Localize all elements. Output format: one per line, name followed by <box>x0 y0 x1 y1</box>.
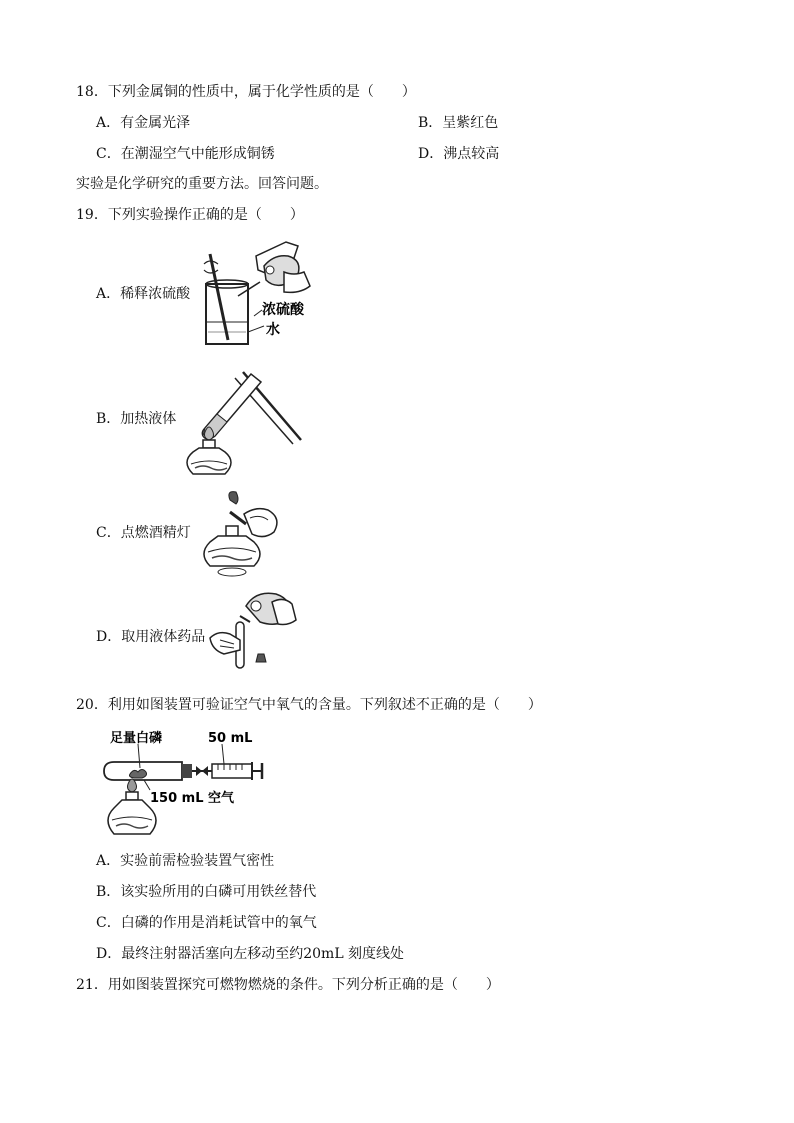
section-intro: 实验是化学研究的重要方法。回答问题。 <box>76 176 328 192</box>
q19-option-b: B．加热液体 <box>96 411 177 427</box>
q20-option-b: B．该实验所用的白磷可用铁丝替代 <box>96 884 317 900</box>
label-concentrated-acid: 浓硫酸 <box>262 302 304 318</box>
q18-option-b: B．呈紫红色 <box>418 115 499 131</box>
q18-option-a: A．有金属光泽 <box>96 115 191 131</box>
label-air-volume: 150 mL 空气 <box>150 791 235 806</box>
q20-option-c: C．白磷的作用是消耗试管中的氧气 <box>96 915 317 931</box>
q18-option-d: D．沸点较高 <box>418 146 500 162</box>
q21-stem: 21．用如图装置探究可燃物燃烧的条件。下列分析正确的是（ ） <box>76 977 500 993</box>
label-water: 水 <box>266 322 280 338</box>
take-liquid-figure <box>206 586 306 676</box>
q20-option-a: A．实验前需检验装置气密性 <box>96 853 275 869</box>
q19-option-a: A．稀释浓硫酸 <box>96 286 191 302</box>
dilute-acid-figure <box>198 236 328 348</box>
heat-liquid-figure <box>185 366 305 476</box>
q20-stem: 20．利用如图装置可验证空气中氧气的含量。下列叙述不正确的是（ ） <box>76 697 542 713</box>
q19-option-c: C．点燃酒精灯 <box>96 525 191 541</box>
q19-option-d: D．取用液体药品 <box>96 629 206 645</box>
label-white-phosphorus: 足量白磷 <box>110 731 163 746</box>
q20-option-d: D．最终注射器活塞向左移动至约20mL 刻度线处 <box>96 946 405 962</box>
q19-stem: 19．下列实验操作正确的是（ ） <box>76 207 304 223</box>
q18-option-c: C．在潮湿空气中能形成铜锈 <box>96 146 275 162</box>
oxygen-content-apparatus-figure <box>100 730 266 838</box>
light-lamp-figure <box>200 490 284 578</box>
label-syringe-volume: 50 mL <box>208 731 253 746</box>
q18-stem: 18．下列金属铜的性质中，属于化学性质的是（ ） <box>76 84 416 100</box>
